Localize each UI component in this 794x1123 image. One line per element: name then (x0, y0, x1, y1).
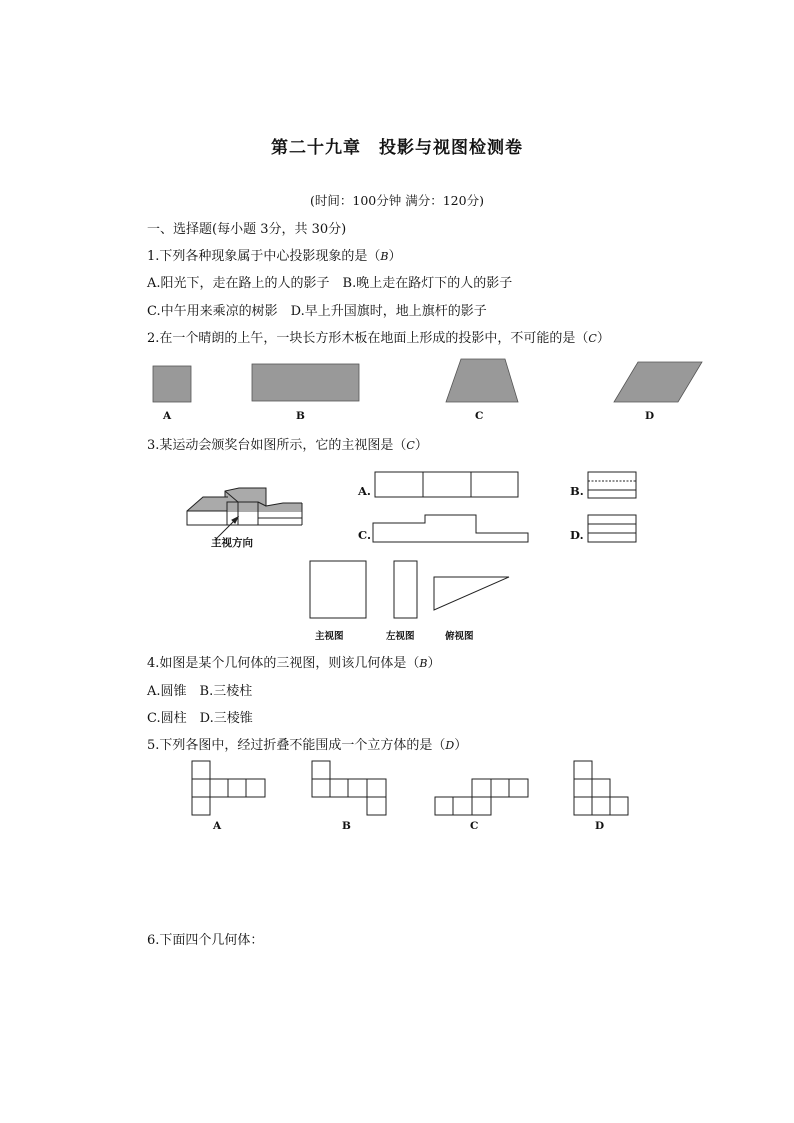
q2-label-c: C (475, 410, 484, 422)
q2-stem-text: 2.在一个晴朗的上午，一块长方形木板在地面上形成的投影中，不可能的是（ (147, 331, 589, 346)
q3-stem (147, 434, 428, 453)
q1-options-cd: C.中午用来乘凉的树影 D.早上升国旗时，地上旗杆的影子 (147, 304, 487, 319)
q2-label-a: A (163, 410, 172, 422)
q1-stem-close: ） (388, 249, 402, 264)
q3-option-d-label: D. (570, 528, 584, 542)
q5-net-d (574, 761, 628, 815)
q4-top-view-label: 俯视图 (445, 631, 474, 642)
q5-net-c (435, 779, 528, 815)
q6-stem: 6.下面四个几何体： (147, 933, 264, 948)
q5-label-c: C (470, 820, 479, 832)
q3-answer: C (406, 439, 415, 452)
q2-label-b: B (296, 410, 305, 422)
q4-answer: B (419, 657, 428, 670)
q2-answer: C (588, 332, 597, 345)
q3-podium-figure (187, 488, 302, 540)
q5-answer: D (445, 739, 455, 752)
q3-option-b-figure (588, 472, 636, 498)
q3-option-c-label: C. (358, 528, 371, 542)
q1-answer: B (380, 250, 389, 263)
q5-stem-close: ） (454, 738, 468, 753)
q4-stem (147, 652, 441, 671)
q4-front-view-label: 主视图 (315, 631, 344, 642)
q3-option-c-figure (373, 515, 528, 542)
q4-stem-close: ） (427, 656, 441, 671)
q1-options-ab: A.阳光下，走在路上的人的影子 B.晚上走在路灯下的人的影子 (147, 276, 513, 291)
q4-top-view (434, 577, 509, 610)
q1-stem-text: 1.下列各种现象属于中心投影现象的是（ (147, 249, 381, 264)
q3-direction-label: 主视方向 (211, 537, 253, 549)
q4-left-view (394, 561, 417, 618)
q5-stem-text: 5.下列各图中，经过折叠不能围成一个立方体的是（ (147, 738, 446, 753)
q5-label-b: B (342, 820, 351, 832)
section-heading: 一、选择题(每小题 3分，共 30分) (147, 222, 347, 237)
q4-options-ab: A.圆锥 B.三棱柱 (147, 684, 253, 699)
q2-label-d: D (645, 410, 655, 422)
q5-label-d: D (595, 820, 605, 832)
q3-option-a-label: A. (358, 484, 371, 498)
q4-stem-text: 4.如图是某个几何体的三视图，则该几何体是（ (147, 656, 420, 671)
q3-stem-text: 3.某运动会颁奖台如图所示，它的主视图是（ (147, 438, 407, 453)
q2-shape-trapezoid (446, 359, 518, 402)
q3-option-d-figure (588, 515, 636, 542)
q2-shape-parallelogram (614, 362, 702, 402)
q5-net-b (312, 761, 386, 815)
exam-meta: (时间：100分钟 满分：120分) (310, 193, 484, 208)
q4-options-cd: C.圆柱 D.三棱锥 (147, 711, 253, 726)
q4-front-view (310, 561, 366, 618)
q2-stem-close: ） (596, 331, 610, 346)
q2-shape-rectangle (252, 364, 359, 401)
q3-option-a-figure (375, 472, 518, 497)
q4-left-view-label: 左视图 (386, 631, 415, 642)
q5-label-a: A (213, 820, 222, 832)
q3-stem-close: ） (414, 438, 428, 453)
page-title: 第二十九章 投影与视图检测卷 (271, 138, 523, 158)
q3-option-b-label: B. (570, 484, 584, 498)
q5-stem (147, 734, 467, 753)
q2-shape-square (153, 366, 191, 402)
q5-net-a (192, 761, 265, 815)
